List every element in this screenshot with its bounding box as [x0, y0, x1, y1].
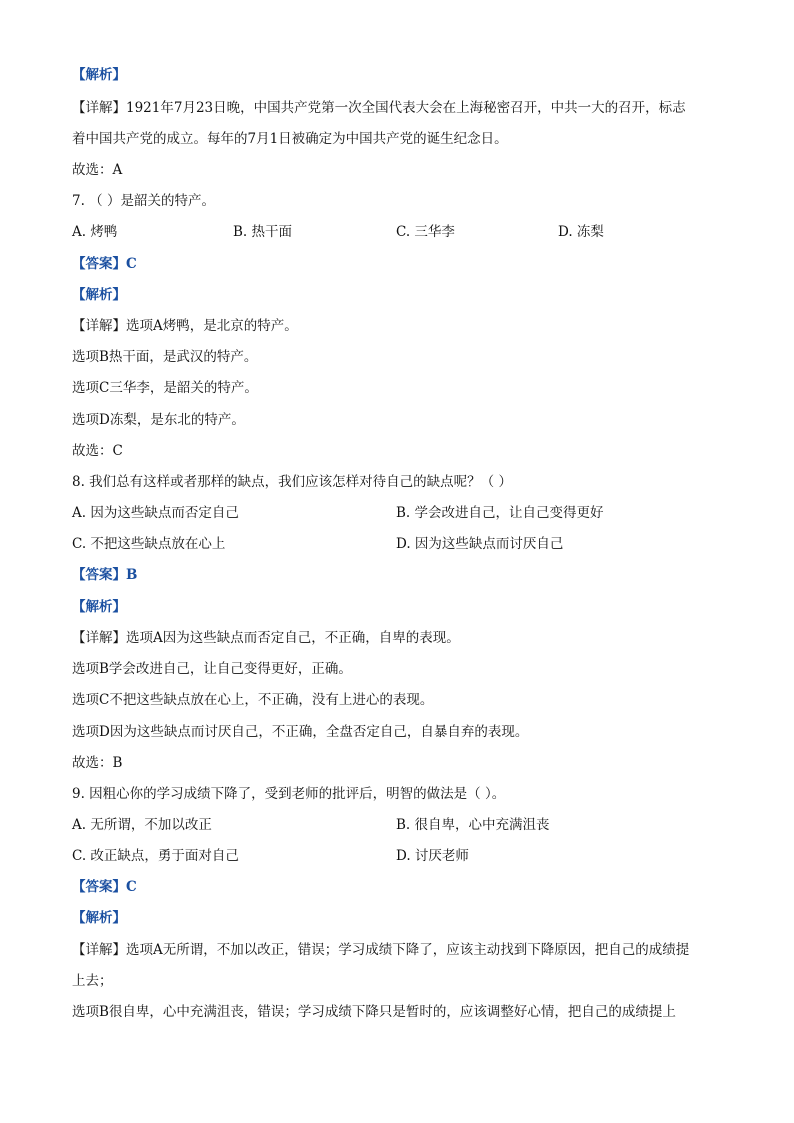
q7-option-c: C. 三华李 [396, 224, 455, 240]
q8-option-d: D. 因为这些缺点而讨厌自己 [396, 536, 564, 552]
choice-result: 故选：A [72, 162, 123, 178]
choice-result: 故选：B [72, 755, 123, 771]
q7-option-b: B. 热干面 [233, 224, 293, 240]
q7-option-d: D. 冻梨 [558, 224, 604, 240]
question-8: 8. 我们总有这样或者那样的缺点，我们应该怎样对待自己的缺点呢？（ ） [72, 474, 512, 490]
detail-text: 着中国共产党的成立。每年的7月1日被确定为中国共产党的诞生纪念日。 [72, 131, 508, 147]
detail-text: 【详解】选项A无所谓，不加以改正，错误；学习成绩下降了，应该主动找到下降原因，把自己的成绩提 [72, 942, 690, 958]
q9-option-d: D. 讨厌老师 [396, 848, 469, 864]
answer-heading: 【答案】B [72, 567, 138, 583]
detail-text: 选项D冻梨，是东北的特产。 [72, 412, 245, 428]
analysis-heading: 【解析】 [72, 599, 126, 615]
q8-option-c: C. 不把这些缺点放在心上 [72, 536, 226, 552]
question-9: 9. 因粗心你的学习成绩下降了，受到老师的批评后，明智的做法是（ ）。 [72, 786, 506, 802]
detail-text: 选项B学会改进自己，让自己变得更好，正确。 [72, 661, 352, 677]
q8-option-b: B. 学会改进自己，让自己变得更好 [396, 505, 604, 521]
q9-option-b: B. 很自卑，心中充满沮丧 [396, 817, 550, 833]
detail-text: 上去； [72, 973, 113, 989]
analysis-heading: 【解析】 [72, 287, 126, 303]
analysis-heading: 【解析】 [72, 910, 126, 926]
answer-heading: 【答案】C [72, 256, 137, 272]
detail-text: 选项C三华李，是韶关的特产。 [72, 380, 258, 396]
detail-text: 【详解】选项A烤鸭，是北京的特产。 [72, 318, 298, 334]
q9-option-c: C. 改正缺点，勇于面对自己 [72, 848, 239, 864]
detail-text: 选项C不把这些缺点放在心上，不正确，没有上进心的表现。 [72, 692, 434, 708]
detail-text: 选项D因为这些缺点而讨厌自己，不正确，全盘否定自己，自暴自弃的表现。 [72, 724, 529, 740]
q9-option-a: A. 无所谓，不加以改正 [72, 817, 212, 833]
detail-text: 【详解】选项A因为这些缺点而否定自己，不正确，自卑的表现。 [72, 630, 460, 646]
answer-heading: 【答案】C [72, 879, 137, 895]
question-7: 7. （ ）是韶关的特产。 [72, 193, 215, 209]
q7-option-a: A. 烤鸭 [72, 224, 118, 240]
choice-result: 故选：C [72, 443, 123, 459]
q8-option-a: A. 因为这些缺点而否定自己 [72, 505, 239, 521]
analysis-heading: 【解析】 [72, 67, 126, 83]
detail-text: 选项B热干面，是武汉的特产。 [72, 349, 258, 365]
detail-text: 【详解】1921年7月23日晚，中国共产党第一次全国代表大会在上海秘密召开，中共一大的召开，标志 [72, 100, 686, 116]
detail-text: 选项B很自卑，心中充满沮丧，错误；学习成绩下降只是暂时的，应该调整好心情，把自己的成绩提上 [72, 1004, 676, 1020]
